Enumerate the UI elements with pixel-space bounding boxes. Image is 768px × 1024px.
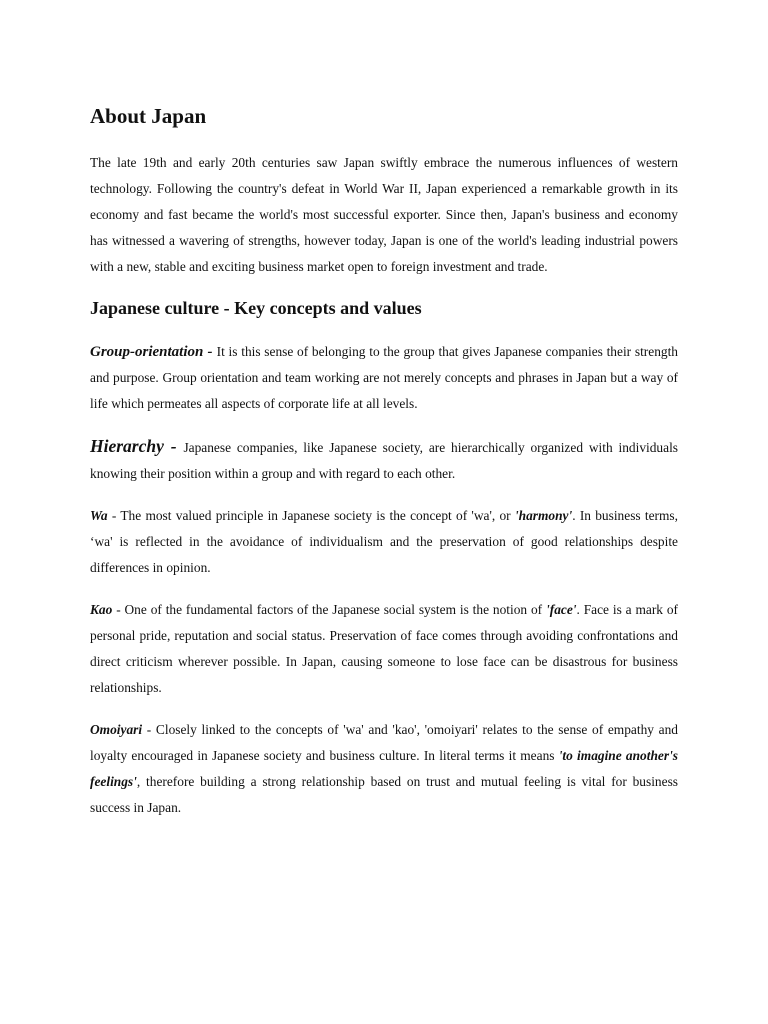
intro-paragraph: The late 19th and early 20th centuries saw Japan swiftly embrace the numerous influences of western technology. Following the country's defeat in World War II, Japan experienced a remarkable growth in its economy and fast became the world's most successful exporter. Since then, Japan's business and economy has witnessed a wavering of strengths, however today, Japan is one of the world's leading industrial powers with a new, stable and exciting business market open to foreign investment and trade. [90,155,678,275]
group-orientation-term: Group-orientation - [90,343,217,360]
kao-text-2: . Face is a mark of personal pride, reputation and social status. Preservation of face comes through avoiding confrontations and direct criticism wherever possible. In Japan, causing someone to lose face can be disastrous for business relationships. [90,601,678,695]
kao-emphasis: 'face' [546,601,577,617]
omoiyari-text-1: - Closely linked to the concepts of 'wa' and 'kao', 'omoiyari' relates to the sense of empathy and loyalty encouraged in Japanese society and business culture. In literal terms it means [90,721,678,763]
group-orientation-text: It is this sense of belonging to the group that gives Japanese companies their strength and purpose. Group orientation and team working are not merely concepts and phrases in Japan but a way of life which permeates all aspects of corporate life at all levels. [90,343,678,411]
wa-paragraph [90,503,678,581]
group-orientation-paragraph [90,339,678,417]
hierarchy-paragraph [90,433,678,487]
section-heading: Japanese culture - Key concepts and values [90,298,422,319]
wa-text-1: - The most valued principle in Japanese society is the concept of 'wa', or [107,507,515,523]
hierarchy-term: Hierarchy - [90,435,184,456]
kao-term: Kao [90,601,113,617]
omoiyari-text-2: , therefore building a strong relationship based on trust and mutual feeling is vital for business success in Japan. [90,773,678,815]
omoiyari-paragraph [90,717,678,821]
document-page [90,104,678,837]
page-title: About Japan [90,104,207,128]
omoiyari-emphasis: 'to imagine another's feelings' [90,747,679,789]
hierarchy-text: Japanese companies, like Japanese society, are hierarchically organized with individuals knowing their position within a group and with regard to each other. [90,439,678,481]
kao-paragraph [90,597,678,701]
wa-emphasis: 'harmony' [514,507,573,523]
wa-text-2: . In business terms, ‘wa' is reflected in the avoidance of individualism and the preservation of good relationships despite differences in opinion. [90,507,678,575]
wa-term: Wa [90,507,108,523]
omoiyari-term: Omoiyari [90,721,143,737]
kao-text-1: - One of the fundamental factors of the Japanese social system is the notion of [112,601,547,617]
